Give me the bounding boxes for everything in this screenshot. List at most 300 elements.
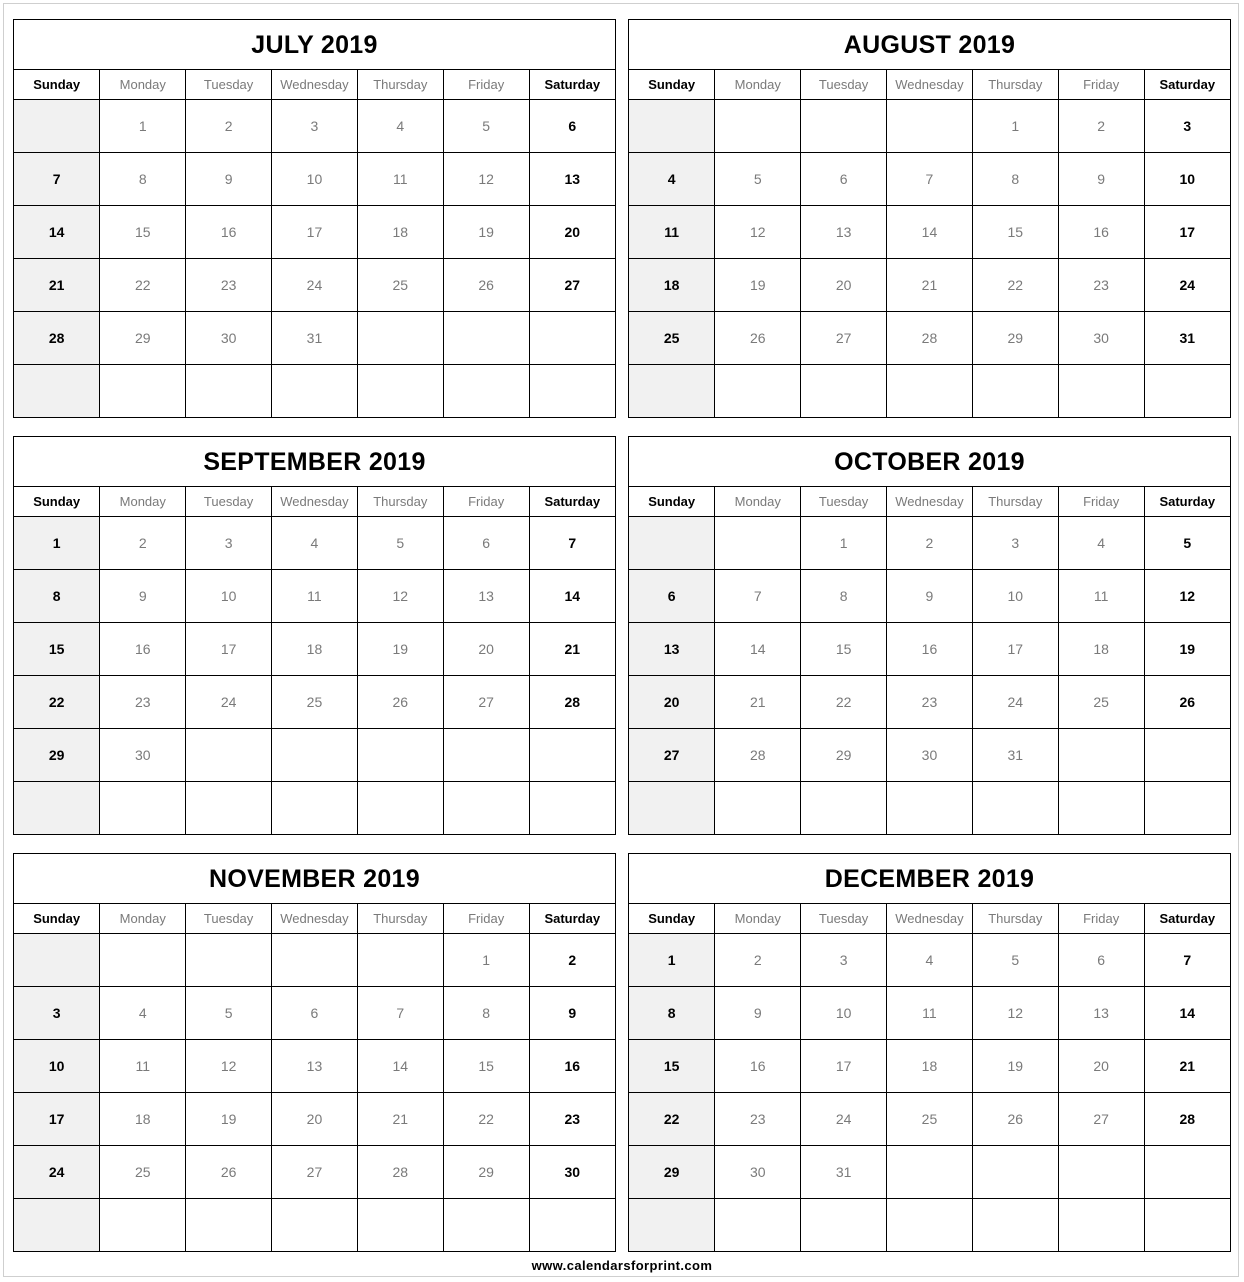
day-cell bbox=[629, 365, 715, 418]
day-cell bbox=[972, 1146, 1058, 1199]
day-cell: 26 bbox=[715, 312, 801, 365]
day-cell bbox=[14, 782, 100, 835]
day-cell: 25 bbox=[100, 1146, 186, 1199]
day-cell: 5 bbox=[972, 934, 1058, 987]
day-cell: 5 bbox=[186, 987, 272, 1040]
footer-url[interactable]: www.calendarsforprint.com bbox=[531, 1258, 713, 1273]
day-cell: 12 bbox=[972, 987, 1058, 1040]
weekday-header: Tuesday bbox=[801, 70, 887, 100]
month-grid bbox=[629, 70, 1230, 417]
day-cell bbox=[100, 1199, 186, 1252]
day-cell: 7 bbox=[715, 570, 801, 623]
weekday-header-row bbox=[629, 70, 1230, 100]
day-cell bbox=[1144, 729, 1230, 782]
day-cell: 31 bbox=[272, 312, 358, 365]
day-cell: 16 bbox=[715, 1040, 801, 1093]
day-cell: 28 bbox=[357, 1146, 443, 1199]
day-cell: 29 bbox=[443, 1146, 529, 1199]
day-cell bbox=[186, 1199, 272, 1252]
day-cell bbox=[357, 312, 443, 365]
day-cell bbox=[972, 782, 1058, 835]
weekday-header-row bbox=[629, 487, 1230, 517]
day-cell: 11 bbox=[887, 987, 973, 1040]
day-cell: 22 bbox=[972, 259, 1058, 312]
day-cell bbox=[186, 729, 272, 782]
day-cell: 6 bbox=[272, 987, 358, 1040]
weekday-header: Friday bbox=[443, 487, 529, 517]
weekday-header: Thursday bbox=[357, 904, 443, 934]
day-cell bbox=[629, 517, 715, 570]
day-cell bbox=[801, 100, 887, 153]
day-cell: 29 bbox=[972, 312, 1058, 365]
weekday-header: Thursday bbox=[357, 487, 443, 517]
day-cell: 21 bbox=[1144, 1040, 1230, 1093]
day-cell bbox=[272, 729, 358, 782]
weekday-header: Saturday bbox=[529, 904, 615, 934]
day-cell bbox=[887, 1146, 973, 1199]
day-cell: 18 bbox=[629, 259, 715, 312]
day-cell: 24 bbox=[1144, 259, 1230, 312]
day-cell bbox=[887, 1199, 973, 1252]
day-cell: 23 bbox=[100, 676, 186, 729]
day-cell bbox=[887, 782, 973, 835]
day-cell: 25 bbox=[1058, 676, 1144, 729]
day-cell: 18 bbox=[887, 1040, 973, 1093]
day-cell: 17 bbox=[801, 1040, 887, 1093]
weekday-header: Monday bbox=[715, 904, 801, 934]
day-cell: 4 bbox=[357, 100, 443, 153]
day-cell bbox=[529, 782, 615, 835]
week-row bbox=[629, 934, 1230, 987]
day-cell: 13 bbox=[272, 1040, 358, 1093]
day-cell: 16 bbox=[100, 623, 186, 676]
day-cell: 28 bbox=[14, 312, 100, 365]
day-cell bbox=[1058, 365, 1144, 418]
day-cell: 15 bbox=[443, 1040, 529, 1093]
day-cell: 8 bbox=[629, 987, 715, 1040]
day-cell: 19 bbox=[972, 1040, 1058, 1093]
day-cell: 30 bbox=[529, 1146, 615, 1199]
week-row bbox=[629, 1199, 1230, 1252]
day-cell: 28 bbox=[529, 676, 615, 729]
week-row bbox=[629, 517, 1230, 570]
week-row bbox=[14, 1146, 615, 1199]
weekday-header: Saturday bbox=[1144, 904, 1230, 934]
day-cell bbox=[629, 1199, 715, 1252]
day-cell: 16 bbox=[529, 1040, 615, 1093]
day-cell bbox=[1058, 1199, 1144, 1252]
day-cell: 2 bbox=[715, 934, 801, 987]
day-cell: 8 bbox=[801, 570, 887, 623]
week-row bbox=[14, 206, 615, 259]
day-cell bbox=[715, 517, 801, 570]
day-cell: 13 bbox=[801, 206, 887, 259]
day-cell: 2 bbox=[1058, 100, 1144, 153]
day-cell: 22 bbox=[801, 676, 887, 729]
month-calendar bbox=[628, 19, 1231, 418]
weekday-header-row bbox=[14, 904, 615, 934]
day-cell: 23 bbox=[186, 259, 272, 312]
day-cell bbox=[972, 365, 1058, 418]
weekday-header: Wednesday bbox=[887, 70, 973, 100]
day-cell: 19 bbox=[443, 206, 529, 259]
day-cell: 6 bbox=[529, 100, 615, 153]
month-calendar bbox=[628, 436, 1231, 835]
week-row bbox=[14, 1093, 615, 1146]
day-cell: 30 bbox=[100, 729, 186, 782]
day-cell: 6 bbox=[1058, 934, 1144, 987]
month-title: SEPTEMBER 2019 bbox=[14, 437, 615, 487]
day-cell bbox=[443, 729, 529, 782]
week-row bbox=[14, 365, 615, 418]
day-cell: 29 bbox=[100, 312, 186, 365]
day-cell: 10 bbox=[186, 570, 272, 623]
month-grid bbox=[14, 70, 615, 417]
day-cell: 13 bbox=[629, 623, 715, 676]
week-row bbox=[14, 782, 615, 835]
week-row bbox=[629, 312, 1230, 365]
day-cell bbox=[715, 782, 801, 835]
day-cell: 23 bbox=[529, 1093, 615, 1146]
month-calendar bbox=[13, 436, 616, 835]
week-row bbox=[629, 623, 1230, 676]
day-cell: 15 bbox=[801, 623, 887, 676]
weekday-header: Friday bbox=[1058, 487, 1144, 517]
month-title: DECEMBER 2019 bbox=[629, 854, 1230, 904]
weekday-header: Sunday bbox=[629, 904, 715, 934]
month-grid bbox=[14, 487, 615, 834]
day-cell: 1 bbox=[801, 517, 887, 570]
month-title: NOVEMBER 2019 bbox=[14, 854, 615, 904]
day-cell: 27 bbox=[443, 676, 529, 729]
day-cell: 11 bbox=[1058, 570, 1144, 623]
day-cell bbox=[1144, 365, 1230, 418]
day-cell: 30 bbox=[1058, 312, 1144, 365]
month-title: OCTOBER 2019 bbox=[629, 437, 1230, 487]
day-cell: 29 bbox=[14, 729, 100, 782]
day-cell: 17 bbox=[14, 1093, 100, 1146]
day-cell: 5 bbox=[715, 153, 801, 206]
day-cell bbox=[1144, 1199, 1230, 1252]
day-cell: 11 bbox=[100, 1040, 186, 1093]
day-cell bbox=[14, 365, 100, 418]
day-cell bbox=[1058, 1146, 1144, 1199]
day-cell bbox=[715, 100, 801, 153]
weekday-header: Monday bbox=[100, 487, 186, 517]
day-cell: 27 bbox=[1058, 1093, 1144, 1146]
day-cell: 2 bbox=[529, 934, 615, 987]
day-cell: 15 bbox=[972, 206, 1058, 259]
day-cell: 12 bbox=[443, 153, 529, 206]
day-cell bbox=[887, 100, 973, 153]
week-row bbox=[629, 1146, 1230, 1199]
day-cell: 19 bbox=[1144, 623, 1230, 676]
day-cell: 17 bbox=[186, 623, 272, 676]
day-cell: 24 bbox=[972, 676, 1058, 729]
week-row bbox=[14, 1199, 615, 1252]
day-cell: 24 bbox=[801, 1093, 887, 1146]
day-cell: 20 bbox=[801, 259, 887, 312]
day-cell: 13 bbox=[529, 153, 615, 206]
day-cell: 28 bbox=[1144, 1093, 1230, 1146]
weekday-header: Sunday bbox=[14, 487, 100, 517]
day-cell: 1 bbox=[443, 934, 529, 987]
week-row bbox=[14, 153, 615, 206]
day-cell: 27 bbox=[529, 259, 615, 312]
weekday-header: Wednesday bbox=[887, 487, 973, 517]
day-cell: 29 bbox=[801, 729, 887, 782]
day-cell: 3 bbox=[1144, 100, 1230, 153]
week-row bbox=[14, 312, 615, 365]
day-cell: 28 bbox=[887, 312, 973, 365]
week-row bbox=[14, 729, 615, 782]
day-cell: 19 bbox=[186, 1093, 272, 1146]
day-cell: 25 bbox=[629, 312, 715, 365]
day-cell: 6 bbox=[443, 517, 529, 570]
day-cell: 9 bbox=[100, 570, 186, 623]
month-grid bbox=[14, 904, 615, 1251]
day-cell: 7 bbox=[357, 987, 443, 1040]
week-row bbox=[14, 676, 615, 729]
day-cell: 26 bbox=[186, 1146, 272, 1199]
weekday-header: Tuesday bbox=[186, 70, 272, 100]
day-cell: 14 bbox=[715, 623, 801, 676]
day-cell: 29 bbox=[629, 1146, 715, 1199]
day-cell bbox=[14, 1199, 100, 1252]
day-cell: 10 bbox=[1144, 153, 1230, 206]
weekday-header: Thursday bbox=[357, 70, 443, 100]
weekday-header: Wednesday bbox=[272, 487, 358, 517]
weekday-header: Thursday bbox=[972, 487, 1058, 517]
day-cell: 24 bbox=[14, 1146, 100, 1199]
day-cell bbox=[272, 934, 358, 987]
day-cell: 18 bbox=[1058, 623, 1144, 676]
day-cell: 5 bbox=[443, 100, 529, 153]
day-cell bbox=[100, 365, 186, 418]
day-cell: 21 bbox=[529, 623, 615, 676]
day-cell: 7 bbox=[887, 153, 973, 206]
day-cell: 17 bbox=[1144, 206, 1230, 259]
day-cell: 26 bbox=[972, 1093, 1058, 1146]
day-cell bbox=[529, 365, 615, 418]
day-cell bbox=[715, 1199, 801, 1252]
day-cell bbox=[1058, 729, 1144, 782]
month-calendar bbox=[628, 853, 1231, 1252]
day-cell: 20 bbox=[529, 206, 615, 259]
day-cell: 15 bbox=[629, 1040, 715, 1093]
day-cell: 10 bbox=[272, 153, 358, 206]
day-cell bbox=[629, 782, 715, 835]
day-cell: 15 bbox=[14, 623, 100, 676]
day-cell: 9 bbox=[715, 987, 801, 1040]
week-row bbox=[629, 729, 1230, 782]
day-cell: 7 bbox=[14, 153, 100, 206]
month-title: AUGUST 2019 bbox=[629, 20, 1230, 70]
day-cell: 27 bbox=[272, 1146, 358, 1199]
day-cell bbox=[100, 782, 186, 835]
day-cell bbox=[1058, 782, 1144, 835]
week-row bbox=[14, 259, 615, 312]
weekday-header: Tuesday bbox=[186, 904, 272, 934]
week-row bbox=[629, 782, 1230, 835]
day-cell: 17 bbox=[972, 623, 1058, 676]
day-cell bbox=[357, 934, 443, 987]
day-cell bbox=[529, 1199, 615, 1252]
weekday-header: Tuesday bbox=[801, 904, 887, 934]
day-cell bbox=[443, 312, 529, 365]
day-cell bbox=[272, 1199, 358, 1252]
day-cell: 11 bbox=[629, 206, 715, 259]
day-cell: 13 bbox=[443, 570, 529, 623]
day-cell bbox=[357, 1199, 443, 1252]
weekday-header: Friday bbox=[1058, 904, 1144, 934]
weekday-header: Tuesday bbox=[801, 487, 887, 517]
day-cell: 22 bbox=[100, 259, 186, 312]
day-cell: 24 bbox=[186, 676, 272, 729]
weekday-header: Friday bbox=[443, 70, 529, 100]
day-cell: 18 bbox=[100, 1093, 186, 1146]
day-cell bbox=[443, 365, 529, 418]
day-cell: 18 bbox=[272, 623, 358, 676]
day-cell: 25 bbox=[357, 259, 443, 312]
day-cell: 31 bbox=[972, 729, 1058, 782]
day-cell bbox=[186, 934, 272, 987]
day-cell: 10 bbox=[972, 570, 1058, 623]
day-cell: 9 bbox=[1058, 153, 1144, 206]
day-cell: 14 bbox=[887, 206, 973, 259]
day-cell: 9 bbox=[529, 987, 615, 1040]
day-cell bbox=[801, 365, 887, 418]
day-cell: 8 bbox=[972, 153, 1058, 206]
day-cell: 1 bbox=[100, 100, 186, 153]
day-cell bbox=[887, 365, 973, 418]
day-cell: 14 bbox=[1144, 987, 1230, 1040]
week-row bbox=[629, 676, 1230, 729]
weekday-header: Thursday bbox=[972, 904, 1058, 934]
day-cell: 10 bbox=[801, 987, 887, 1040]
weekday-header: Thursday bbox=[972, 70, 1058, 100]
day-cell: 1 bbox=[629, 934, 715, 987]
day-cell: 12 bbox=[1144, 570, 1230, 623]
day-cell bbox=[972, 1199, 1058, 1252]
week-row bbox=[629, 206, 1230, 259]
day-cell: 20 bbox=[1058, 1040, 1144, 1093]
day-cell: 3 bbox=[14, 987, 100, 1040]
day-cell: 2 bbox=[887, 517, 973, 570]
week-row bbox=[629, 100, 1230, 153]
day-cell: 24 bbox=[272, 259, 358, 312]
day-cell: 23 bbox=[887, 676, 973, 729]
day-cell bbox=[272, 782, 358, 835]
day-cell: 14 bbox=[357, 1040, 443, 1093]
day-cell: 3 bbox=[801, 934, 887, 987]
weekday-header-row bbox=[629, 904, 1230, 934]
day-cell: 30 bbox=[186, 312, 272, 365]
day-cell: 21 bbox=[357, 1093, 443, 1146]
day-cell: 6 bbox=[629, 570, 715, 623]
week-row bbox=[14, 517, 615, 570]
weekday-header: Friday bbox=[1058, 70, 1144, 100]
day-cell: 7 bbox=[1144, 934, 1230, 987]
day-cell bbox=[272, 365, 358, 418]
weekday-header: Saturday bbox=[529, 487, 615, 517]
week-row bbox=[629, 365, 1230, 418]
day-cell: 30 bbox=[715, 1146, 801, 1199]
weekday-header-row bbox=[14, 487, 615, 517]
month-calendar bbox=[13, 853, 616, 1252]
weekday-header: Monday bbox=[715, 487, 801, 517]
day-cell: 23 bbox=[715, 1093, 801, 1146]
weekday-header: Monday bbox=[715, 70, 801, 100]
day-cell: 31 bbox=[801, 1146, 887, 1199]
day-cell: 9 bbox=[887, 570, 973, 623]
week-row bbox=[629, 987, 1230, 1040]
day-cell bbox=[357, 729, 443, 782]
week-row bbox=[14, 1040, 615, 1093]
weekday-header: Saturday bbox=[529, 70, 615, 100]
day-cell: 20 bbox=[629, 676, 715, 729]
day-cell: 8 bbox=[100, 153, 186, 206]
day-cell: 15 bbox=[100, 206, 186, 259]
week-row bbox=[14, 570, 615, 623]
day-cell: 19 bbox=[357, 623, 443, 676]
day-cell: 11 bbox=[272, 570, 358, 623]
weekday-header: Saturday bbox=[1144, 70, 1230, 100]
day-cell bbox=[801, 1199, 887, 1252]
day-cell bbox=[357, 365, 443, 418]
day-cell: 8 bbox=[14, 570, 100, 623]
day-cell: 4 bbox=[1058, 517, 1144, 570]
month-title: JULY 2019 bbox=[14, 20, 615, 70]
day-cell bbox=[629, 100, 715, 153]
weekday-header: Monday bbox=[100, 904, 186, 934]
week-row bbox=[629, 1040, 1230, 1093]
weekday-header: Wednesday bbox=[272, 904, 358, 934]
day-cell bbox=[529, 312, 615, 365]
weekday-header: Sunday bbox=[14, 904, 100, 934]
week-row bbox=[629, 570, 1230, 623]
day-cell: 27 bbox=[801, 312, 887, 365]
day-cell: 1 bbox=[14, 517, 100, 570]
day-cell: 26 bbox=[1144, 676, 1230, 729]
weekday-header: Wednesday bbox=[887, 904, 973, 934]
month-calendar bbox=[13, 19, 616, 418]
day-cell: 16 bbox=[1058, 206, 1144, 259]
day-cell: 10 bbox=[14, 1040, 100, 1093]
day-cell: 14 bbox=[529, 570, 615, 623]
day-cell: 28 bbox=[715, 729, 801, 782]
day-cell bbox=[100, 934, 186, 987]
weekday-header-row bbox=[14, 70, 615, 100]
day-cell: 21 bbox=[887, 259, 973, 312]
weekday-header: Sunday bbox=[14, 70, 100, 100]
day-cell: 14 bbox=[14, 206, 100, 259]
week-row bbox=[14, 623, 615, 676]
day-cell: 2 bbox=[100, 517, 186, 570]
week-row bbox=[629, 1093, 1230, 1146]
day-cell: 17 bbox=[272, 206, 358, 259]
day-cell: 1 bbox=[972, 100, 1058, 153]
day-cell: 22 bbox=[443, 1093, 529, 1146]
day-cell: 23 bbox=[1058, 259, 1144, 312]
week-row bbox=[629, 153, 1230, 206]
day-cell: 18 bbox=[357, 206, 443, 259]
week-row bbox=[14, 987, 615, 1040]
day-cell bbox=[1144, 782, 1230, 835]
day-cell: 2 bbox=[186, 100, 272, 153]
day-cell: 21 bbox=[14, 259, 100, 312]
day-cell bbox=[443, 1199, 529, 1252]
